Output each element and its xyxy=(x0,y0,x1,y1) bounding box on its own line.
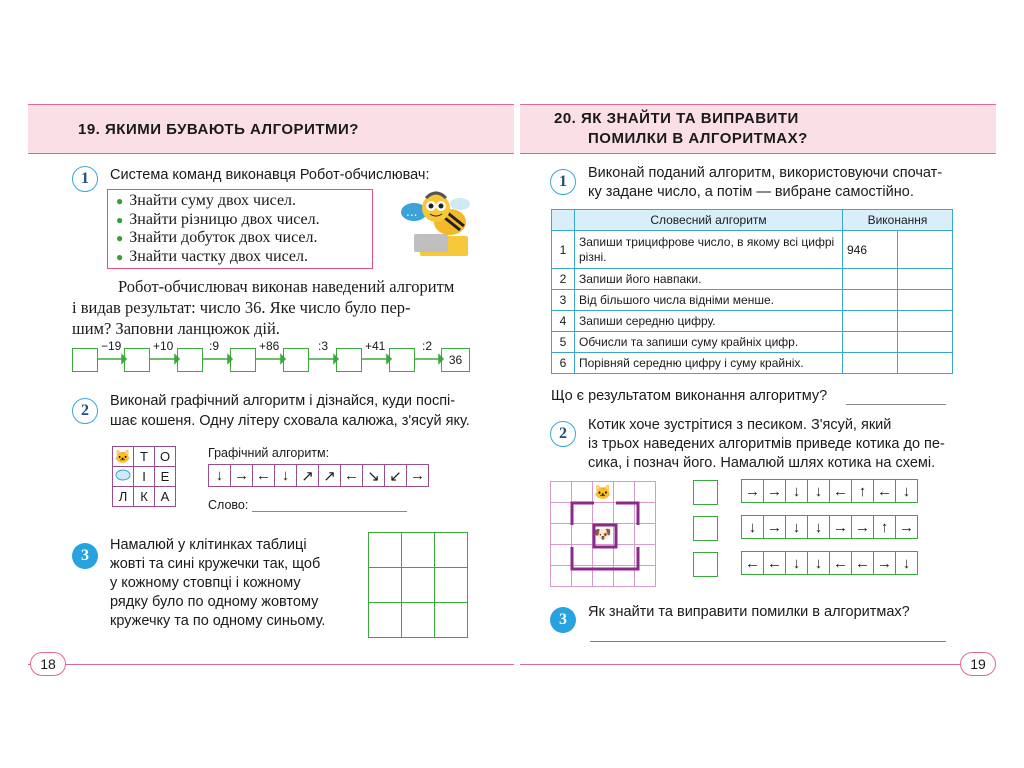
row-text: Обчисли та запиши суму крайніх цифр. xyxy=(575,332,843,353)
exercise-1-number: 1 xyxy=(72,166,98,192)
r-exercise-1-number: 1 xyxy=(550,169,576,195)
arrow-cell: → xyxy=(764,480,786,503)
r-ex2-line: сика, і познач його. Намалюй шлях котика на схемі. xyxy=(588,455,936,471)
row-num: 3 xyxy=(552,290,575,311)
ex3-line: рядку було по одному жовтому xyxy=(110,594,319,610)
arrow-cell: ← xyxy=(341,465,363,487)
row-value-2[interactable] xyxy=(898,290,953,311)
chain-op: :3 xyxy=(318,339,329,353)
r-ex3-question: Як знайти та виправити помилки в алгоритмах? xyxy=(588,604,910,620)
r-ex2-line: Котик хоче зустрітися з песиком. З'ясуй, який xyxy=(588,417,892,433)
word-answer-line[interactable] xyxy=(252,511,407,512)
circles-grid xyxy=(368,532,468,638)
right-lesson-title-line1: 20. ЯК ЗНАЙТИ ТА ВИПРАВИТИ xyxy=(554,110,799,127)
cat-algorithm-3 xyxy=(741,551,918,575)
row-num: 1 xyxy=(552,231,575,269)
row-text: Порівняй середню цифру і суму крайніх. xyxy=(575,353,843,374)
row-text: Запиши середню цифру. xyxy=(575,311,843,332)
arrow-cell: → xyxy=(742,480,764,503)
arrow-cell: ↑ xyxy=(852,480,874,503)
r-ex1-question: Що є результатом виконання алгоритму? xyxy=(551,388,828,404)
svg-text:...: ... xyxy=(406,205,418,219)
ex2-line: Виконай графічний алгоритм і дізнайся, куди поспі- xyxy=(110,393,456,409)
r-ex1-line: Виконай поданий алгоритм, використовуючи спочат- xyxy=(588,165,943,181)
cat-algorithm-1 xyxy=(741,479,918,503)
row-value-2[interactable] xyxy=(898,269,953,290)
arrow-cell: ↓ xyxy=(896,480,918,503)
chain-op: +86 xyxy=(259,339,280,353)
chain-op: −19 xyxy=(101,339,122,353)
grid-cell[interactable] xyxy=(369,568,402,603)
arrow-cell: ↓ xyxy=(742,516,764,539)
command-item: ● Знайти добуток двох чисел. xyxy=(116,229,318,246)
arrow-cell: ← xyxy=(830,552,852,575)
row-num: 4 xyxy=(552,311,575,332)
chain-op: +10 xyxy=(153,339,174,353)
arrow-cell: ← xyxy=(764,552,786,575)
word-label: Слово: xyxy=(208,498,249,512)
row-num: 2 xyxy=(552,269,575,290)
grid-cell[interactable] xyxy=(435,603,468,638)
row-text: Запиши трицифрове число, в якому всі цифрі різні. xyxy=(575,231,843,269)
grid-cell[interactable] xyxy=(402,603,435,638)
arrow-cell: ↑ xyxy=(874,516,896,539)
exercise-2-number: 2 xyxy=(72,398,98,424)
grid-cell: О xyxy=(155,447,176,467)
ex3-line: жовті та сині кружечки так, щоб xyxy=(110,556,321,572)
command-system-box xyxy=(107,189,373,269)
exercise-3-number: 3 xyxy=(72,543,98,569)
chain-op: :2 xyxy=(422,339,433,353)
grid-cell[interactable] xyxy=(435,533,468,568)
chain-arrows xyxy=(96,350,446,370)
choice-box-3[interactable] xyxy=(693,552,718,577)
row-value-2[interactable] xyxy=(898,353,953,374)
arrow-cell: ↓ xyxy=(275,465,297,487)
chain-result-box: 36 xyxy=(441,348,470,372)
right-lesson-title-line2: ПОМИЛКИ В АЛГОРИТМАХ? xyxy=(588,130,808,147)
arrow-cell: ↓ xyxy=(896,552,918,575)
header-exec: Виконання xyxy=(843,210,953,231)
r-ex3-answer-line[interactable] xyxy=(590,641,946,642)
row-value[interactable] xyxy=(843,269,898,290)
ex3-line: кружечку та по одному синьому. xyxy=(110,613,326,629)
arrow-cell: ↓ xyxy=(808,480,830,503)
chain-op: +41 xyxy=(365,339,386,353)
grid-cell: Т xyxy=(134,447,155,467)
row-num: 5 xyxy=(552,332,575,353)
arrow-cell: → xyxy=(874,552,896,575)
graphic-algorithm xyxy=(208,464,429,487)
row-value[interactable] xyxy=(843,353,898,374)
arrow-cell: → xyxy=(830,516,852,539)
letter-grid xyxy=(112,446,176,507)
arrow-cell: → xyxy=(764,516,786,539)
grid-cell-cat xyxy=(113,447,134,467)
cat-algorithm-2 xyxy=(741,515,918,539)
arrow-cell: ↗ xyxy=(319,465,341,487)
choice-box-1[interactable] xyxy=(693,480,718,505)
grid-cell[interactable] xyxy=(402,533,435,568)
row-value[interactable] xyxy=(843,311,898,332)
choice-box-2[interactable] xyxy=(693,516,718,541)
ex1-task-line: шим? Заповни ланцюжок дій. xyxy=(72,319,280,338)
right-page-number: 19 xyxy=(960,652,996,676)
cat-icon: 🐱 xyxy=(593,482,614,503)
row-value[interactable]: 946 xyxy=(843,231,898,269)
bee-robot-illustration xyxy=(400,190,475,262)
arrow-cell: ← xyxy=(852,552,874,575)
walls-overlay xyxy=(550,481,662,593)
right-footer-line xyxy=(520,664,996,665)
puddle-icon xyxy=(115,469,131,481)
ex1-task-line: Робот-обчислювач виконав наведений алгоритм xyxy=(118,277,455,296)
arrow-cell: ← xyxy=(742,552,764,575)
grid-cell[interactable] xyxy=(402,568,435,603)
arrow-cell: ← xyxy=(253,465,275,487)
arrow-cell: → xyxy=(896,516,918,539)
command-item: ● Знайти суму двох чисел. xyxy=(116,192,297,209)
header-num xyxy=(552,210,575,231)
arrow-cell: ↓ xyxy=(786,516,808,539)
arrow-cell: ← xyxy=(874,480,896,503)
grid-cell[interactable] xyxy=(369,603,402,638)
grid-cell: Л xyxy=(113,487,134,507)
command-item: ● Знайти різницю двох чисел. xyxy=(116,210,320,228)
ex2-line: шає кошеня. Одну літеру сховала калюжа, з'ясуй яку. xyxy=(110,413,470,429)
row-num: 6 xyxy=(552,353,575,374)
grid-cell[interactable] xyxy=(369,533,402,568)
grid-cell-puddle xyxy=(113,467,134,487)
algorithm-table xyxy=(551,209,953,374)
arrow-cell: → xyxy=(852,516,874,539)
arrow-cell: ↓ xyxy=(808,516,830,539)
row-value[interactable] xyxy=(843,290,898,311)
left-footer-line xyxy=(28,664,514,665)
header-algo: Словесний алгоритм xyxy=(575,210,843,231)
r-exercise-2-number: 2 xyxy=(550,421,576,447)
grid-cell: І xyxy=(134,467,155,487)
row-value-2[interactable] xyxy=(898,311,953,332)
arrow-cell: → xyxy=(407,465,429,487)
r-ex2-line: із трьох наведених алгоритмів приведе котика до пе- xyxy=(588,436,945,452)
command-item: ● Знайти частку двох чисел. xyxy=(116,247,309,265)
row-value-2[interactable] xyxy=(898,332,953,353)
arrow-cell: ↓ xyxy=(808,552,830,575)
row-value-2[interactable] xyxy=(898,231,953,269)
chain-op: :9 xyxy=(209,339,220,353)
row-value[interactable] xyxy=(843,332,898,353)
ex3-line: у кожному стовпці і кожному xyxy=(110,575,301,591)
grid-cell: А xyxy=(155,487,176,507)
arrow-cell: ↓ xyxy=(786,552,808,575)
arrow-cell: → xyxy=(231,465,253,487)
ex1-task-line: і видав результат: число 36. Яке число було пер- xyxy=(72,298,411,317)
grid-cell[interactable] xyxy=(435,568,468,603)
arrow-cell: ↗ xyxy=(297,465,319,487)
result-answer-line[interactable] xyxy=(846,404,946,405)
r-ex1-line: ку задане число, а потім — вибране самостійно. xyxy=(588,184,914,200)
row-text: Від більшого числа відніми менше. xyxy=(575,290,843,311)
arrow-cell: ↘ xyxy=(363,465,385,487)
cat-icon: 🐱 xyxy=(114,448,132,464)
chain-box-1[interactable] xyxy=(72,348,98,372)
r-exercise-3-number: 3 xyxy=(550,607,576,633)
left-lesson-title: 19. ЯКИМИ БУВАЮТЬ АЛГОРИТМИ? xyxy=(78,121,359,138)
cat-dog-map xyxy=(550,481,662,593)
arrow-cell: ↓ xyxy=(209,465,231,487)
arrow-cell: ← xyxy=(830,480,852,503)
ex3-line: Намалюй у клітинках таблиці xyxy=(110,537,307,553)
arrow-cell: ↙ xyxy=(385,465,407,487)
graphic-algo-label: Графічний алгоритм: xyxy=(208,446,330,460)
arrow-cell: ↓ xyxy=(786,480,808,503)
dog-icon: 🐶 xyxy=(593,524,614,545)
ex1-intro: Система команд виконавця Робот-обчислювач: xyxy=(110,167,430,183)
grid-cell: Е xyxy=(155,467,176,487)
left-page-number: 18 xyxy=(30,652,66,676)
row-text: Запиши його навпаки. xyxy=(575,269,843,290)
grid-cell: К xyxy=(134,487,155,507)
